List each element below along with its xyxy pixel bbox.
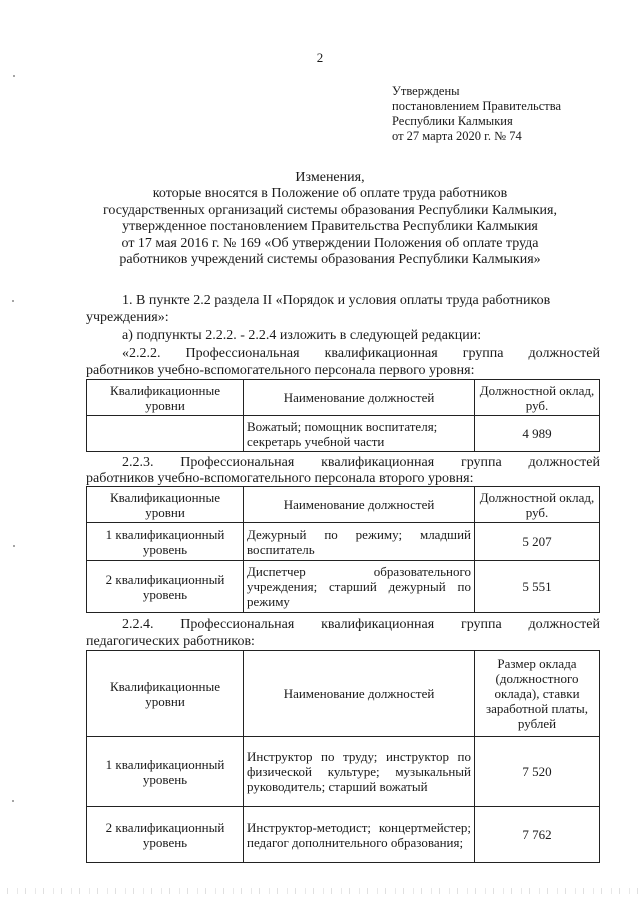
approval-stamp bbox=[392, 84, 561, 144]
scan-speck bbox=[13, 75, 15, 77]
scan-speck bbox=[12, 300, 14, 302]
approval-line: Утверждены bbox=[392, 84, 460, 98]
header-cell: Размер оклада (должностного оклада), ставки заработной платы, рублей bbox=[475, 651, 600, 737]
table-header-row bbox=[87, 487, 600, 523]
approval-line: от 27 марта 2020 г. № 74 bbox=[392, 129, 522, 143]
salary-cell: 7 762 bbox=[475, 807, 600, 863]
header-cell: Должностной оклад, руб. bbox=[475, 380, 600, 416]
salary-cell: 5 551 bbox=[475, 561, 600, 613]
section-2-2-2-heading-cont: работников учебно-вспомогательного персонала первого уровня: bbox=[86, 363, 475, 378]
title-line: государственных организаций системы образования Республики Калмыкия, bbox=[103, 202, 557, 218]
header-cell: Наименование должностей bbox=[244, 487, 475, 523]
header-cell: Квалификационные уровни bbox=[87, 651, 244, 737]
document-title bbox=[60, 170, 600, 268]
salary-cell: 4 989 bbox=[475, 416, 600, 452]
table-header-row bbox=[87, 651, 600, 737]
section-2-2-4-heading: 2.2.4. Профессиональная квалификационная группа должностей bbox=[122, 617, 600, 632]
table-2-2-4 bbox=[86, 650, 600, 863]
salary-cell: 5 207 bbox=[475, 523, 600, 561]
title-line: от 17 мая 2016 г. № 169 «Об утверждении Положения об оплате труда bbox=[121, 235, 539, 251]
header-cell: Квалификационные уровни bbox=[87, 380, 244, 416]
section-2-2-3-heading-cont: работников учебно-вспомогательного персонала второго уровня: bbox=[86, 471, 474, 486]
level-cell: 2 квалификационный уровень bbox=[87, 561, 244, 613]
header-cell: Должностной оклад, руб. bbox=[475, 487, 600, 523]
table-row bbox=[87, 416, 600, 452]
table-row bbox=[87, 737, 600, 807]
paragraph-1-cont: учреждения»: bbox=[86, 310, 169, 325]
level-cell: 1 квалификационный уровень bbox=[87, 523, 244, 561]
scan-speck bbox=[12, 800, 14, 802]
table-row bbox=[87, 523, 600, 561]
positions-cell: Вожатый; помощник воспитателя; секретарь учебной части bbox=[244, 416, 475, 452]
scan-speck bbox=[13, 545, 15, 547]
section-2-2-3-heading: 2.2.3. Профессиональная квалификационная группа должностей bbox=[122, 455, 600, 470]
level-cell: 2 квалификационный уровень bbox=[87, 807, 244, 863]
title-line: которые вносятся в Положение об оплате труда работников bbox=[152, 186, 508, 202]
table-row bbox=[87, 561, 600, 613]
title-line: Изменения, bbox=[295, 170, 365, 185]
section-2-2-4-heading-cont: педагогических работников: bbox=[86, 634, 255, 649]
paragraph-2: а) подпункты 2.2.2. - 2.2.4 изложить в следующей редакции: bbox=[122, 328, 482, 343]
section-2-2-2-heading: «2.2.2. Профессиональная квалификационная группа должностей bbox=[122, 346, 600, 361]
header-cell: Наименование должностей bbox=[244, 651, 475, 737]
level-cell: 1 квалификационный уровень bbox=[87, 737, 244, 807]
salary-cell: 7 520 bbox=[475, 737, 600, 807]
table-2-2-3 bbox=[86, 486, 600, 613]
positions-cell: Инструктор-методист; концертмейстер; педагог дополнительного образования; bbox=[244, 807, 475, 863]
approval-line: постановлением Правительства bbox=[392, 99, 562, 113]
table-header-row bbox=[87, 380, 600, 416]
header-cell: Квалификационные уровни bbox=[87, 487, 244, 523]
table-row bbox=[87, 807, 600, 863]
paragraph-1-line: 1. В пункте 2.2 раздела II «Порядок и условия оплаты труда работников bbox=[122, 293, 551, 308]
title-line: работников учреждений системы образования Республики Калмыкия» bbox=[119, 252, 541, 268]
positions-cell: Инструктор по труду; инструктор по физической культуре; музыкальный руководитель; старший вожатый bbox=[244, 737, 475, 807]
header-cell: Наименование должностей bbox=[244, 380, 475, 416]
title-line: утвержденное постановлением Правительства Республики Калмыкия bbox=[122, 219, 538, 235]
positions-cell: Диспетчер образовательного учреждения; старший дежурный по режиму bbox=[244, 561, 475, 613]
approval-line: Республики Калмыкия bbox=[392, 114, 513, 128]
scan-edge-noise bbox=[0, 888, 640, 894]
page-number: 2 bbox=[316, 50, 324, 65]
positions-cell: Дежурный по режиму; младший воспитатель bbox=[244, 523, 475, 561]
table-2-2-2 bbox=[86, 379, 600, 452]
level-cell bbox=[87, 416, 244, 452]
